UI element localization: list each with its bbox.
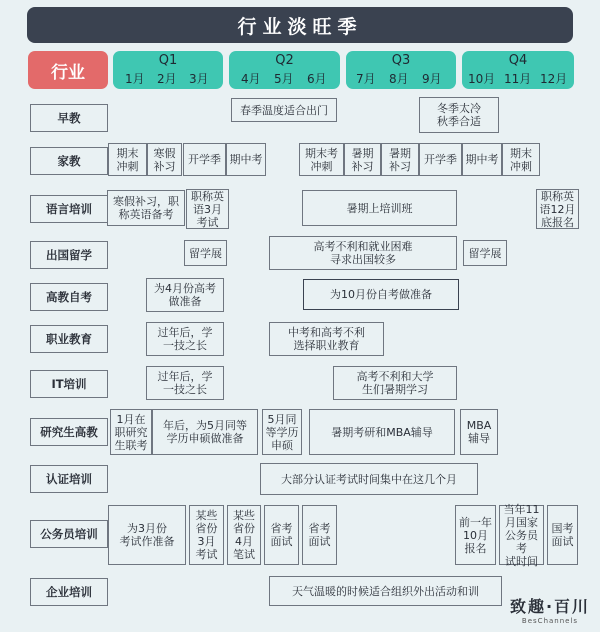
quarter-label: Q3 xyxy=(391,53,411,68)
season-cell: 暑期 补习 xyxy=(381,143,419,176)
month-label: 5月 xyxy=(274,72,294,86)
quarter-label: Q4 xyxy=(508,53,528,68)
season-cell: 年后，为5月同等 学历申硕做准备 xyxy=(152,409,258,455)
brand-logo xyxy=(505,594,595,625)
season-cell: 1月在 职研究 生联考 xyxy=(110,409,152,455)
quarter-header-q3 xyxy=(346,51,456,89)
row-label-vocational: 职业教育 xyxy=(30,325,108,353)
season-cell: 为3月份 考试作准备 xyxy=(108,505,186,565)
season-cell: 暑期 补习 xyxy=(344,143,381,176)
month-label: 3月 xyxy=(189,72,209,86)
row-label-civil-service: 公务员培训 xyxy=(30,520,108,548)
month-label: 8月 xyxy=(389,72,409,86)
season-cell: 留学展 xyxy=(463,240,507,266)
quarter-header-q4 xyxy=(462,51,574,89)
season-cell: 冬季太冷 秋季合适 xyxy=(419,97,499,133)
row-label-tutoring: 家教 xyxy=(30,147,108,175)
season-cell: 期中考 xyxy=(462,143,502,176)
season-cell: 职称英 语12月 底报名 xyxy=(536,189,579,229)
row-label-early-education: 早教 xyxy=(30,104,108,132)
season-cell: 前一年 10月 报名 xyxy=(455,505,496,565)
row-label-postgraduate: 研究生高教 xyxy=(30,418,108,446)
season-cell: 寒假补习，职 称英语备考 xyxy=(107,190,185,226)
month-label: 7月 xyxy=(356,72,376,86)
row-label-self-study-exam: 高教自考 xyxy=(30,283,108,311)
row-label-it-training: IT培训 xyxy=(30,370,108,398)
season-cell: 高考不利和大学 生们暑期学习 xyxy=(333,366,457,400)
season-cell: 过年后，学 一技之长 xyxy=(146,322,224,356)
quarter-label: Q2 xyxy=(275,53,294,68)
row-label-corporate-training: 企业培训 xyxy=(30,578,108,606)
season-cell: 暑期上培训班 xyxy=(302,190,457,226)
row-label-language-training: 语言培训 xyxy=(30,195,108,223)
month-label: 2月 xyxy=(157,72,177,86)
quarter-label: Q1 xyxy=(158,53,178,68)
season-cell: MBA 辅导 xyxy=(460,409,498,455)
season-cell: 某些 省份 3月 考试 xyxy=(189,505,224,565)
month-label: 11月 xyxy=(504,72,532,86)
month-label: 9月 xyxy=(422,72,442,86)
row-label-study-abroad: 出国留学 xyxy=(30,241,108,269)
season-cell: 期中考 xyxy=(226,143,266,176)
brand-name: 致趣·百川 xyxy=(509,597,591,616)
season-cell: 高考不利和就业困难 寻求出国较多 xyxy=(269,236,457,270)
season-cell: 开学季 xyxy=(183,143,226,176)
season-cell: 寒假 补习 xyxy=(147,143,182,176)
season-cell: 中考和高考不利 选择职业教育 xyxy=(269,322,384,356)
season-cell: 过年后，学 一技之长 xyxy=(146,366,224,400)
season-cell: 国考 面试 xyxy=(547,505,578,565)
season-cell: 期末 冲刺 xyxy=(502,143,540,176)
season-cell: 春季温度适合出门 xyxy=(231,98,337,122)
month-label: 10月 xyxy=(468,72,496,86)
season-cell: 某些 省份 4月 笔试 xyxy=(227,505,261,565)
month-label: 6月 xyxy=(307,72,327,86)
season-cell: 期末 冲刺 xyxy=(108,143,147,176)
page-title: 行业淡旺季 xyxy=(27,7,573,43)
quarter-header-q2 xyxy=(229,51,340,89)
season-cell: 开学季 xyxy=(419,143,462,176)
season-cell: 为10月份自考做准备 xyxy=(303,279,459,310)
season-cell: 期末考 冲刺 xyxy=(299,143,344,176)
quarter-header-q1 xyxy=(113,51,223,89)
month-label: 4月 xyxy=(241,72,261,86)
season-cell: 留学展 xyxy=(184,240,227,266)
season-cell: 5月同 等学历 申硕 xyxy=(262,409,302,455)
season-cell: 省考 面试 xyxy=(264,505,299,565)
season-cell: 大部分认证考试时间集中在这几个月 xyxy=(260,463,478,495)
brand-sub: BesChannels xyxy=(521,617,579,625)
season-cell: 天气温暖的时候适合组织外出活动和训 xyxy=(269,576,502,606)
season-cell: 职称英 语3月 考试 xyxy=(186,189,229,229)
season-cell: 省考 面试 xyxy=(302,505,337,565)
season-cell: 为4月份高考 做准备 xyxy=(146,278,224,312)
industry-header: 行业 xyxy=(28,51,108,89)
row-label-certification: 认证培训 xyxy=(30,465,108,493)
season-cell: 当年11 月国家 公务员考 试时间 xyxy=(499,505,544,565)
month-label: 1月 xyxy=(125,72,145,86)
month-label: 12月 xyxy=(540,72,568,86)
season-cell: 暑期考研和MBA辅导 xyxy=(309,409,455,455)
